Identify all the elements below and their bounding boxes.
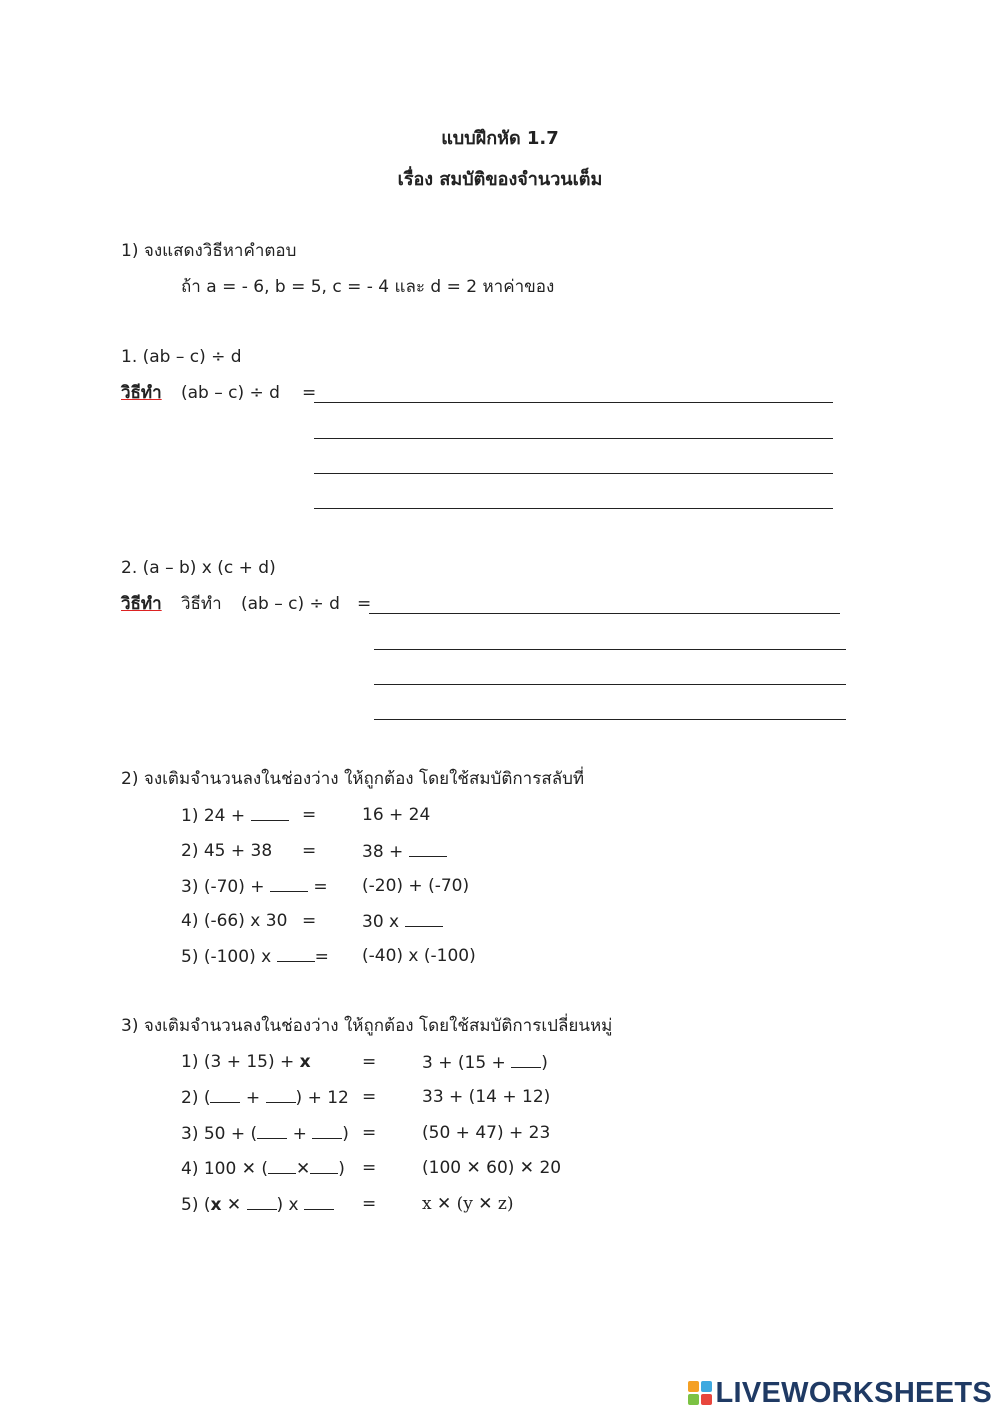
s2-item-1-eq: = — [302, 805, 317, 825]
s3-item-3-left: 3) 50 + ( + ) — [181, 1124, 349, 1144]
s2-item-3-blank[interactable] — [270, 875, 308, 892]
liveworksheets-logo-icon — [688, 1381, 712, 1405]
s3-item-5-blank-b[interactable] — [304, 1193, 334, 1210]
s2-item-3-left: 3) (-70) + = — [181, 877, 328, 897]
s3-item-4-right: (100 ✕ 60) ✕ 20 — [422, 1158, 562, 1178]
q2-answer-line-4[interactable] — [374, 719, 846, 720]
s2-item-4-blank[interactable] — [405, 910, 443, 927]
s3-item-1-blank[interactable] — [511, 1051, 541, 1068]
s2-item-3-right: (-20) + (-70) — [362, 876, 470, 896]
section1-given: ถ้า a = - 6, b = 5, c = - 4 และ d = 2 หาค่าของ — [181, 277, 555, 297]
s3-item-4-blank-a[interactable] — [268, 1157, 296, 1174]
s2-item-5-blank[interactable] — [277, 945, 315, 962]
worksheet-subtitle: เรื่อง สมบัติของจำนวนเต็ม — [397, 169, 603, 190]
s3-item-3-blank-a[interactable] — [257, 1122, 287, 1139]
q1-label: 1. (ab – c) ÷ d — [121, 347, 242, 367]
q1-answer-line-4[interactable] — [314, 508, 833, 509]
s3-item-2-blank-b[interactable] — [266, 1086, 296, 1103]
s3-item-5-blank-a[interactable] — [247, 1193, 277, 1210]
s2-item-2-left: 2) 45 + 38 — [181, 841, 273, 861]
section2-heading: 2) จงเติมจำนวนลงในช่องว่าง ให้ถูกต้อง โดยใช้สมบัติการสลับที่ — [121, 769, 585, 789]
liveworksheets-logo — [688, 1376, 993, 1409]
s2-item-4-left: 4) (-66) x 30 — [181, 911, 288, 931]
s3-item-1-left: 1) (3 + 15) + x — [181, 1052, 311, 1072]
s3-item-2-eq: = — [362, 1087, 377, 1107]
s2-item-5-left: 5) (-100) x = — [181, 947, 329, 967]
section3-heading: 3) จงเติมจำนวนลงในช่องว่าง ให้ถูกต้อง โดยใช้สมบัติการเปลี่ยนหมู่ — [121, 1016, 613, 1036]
q1-method-label: วิธีทำ — [121, 383, 162, 403]
q1-equals: = — [302, 383, 317, 403]
q1-answer-line-1[interactable] — [314, 402, 833, 403]
section1-heading: 1) จงแสดงวิธีหาคำตอบ — [121, 241, 297, 261]
s2-item-1-right: 16 + 24 — [362, 805, 431, 825]
s2-item-1-blank[interactable] — [251, 804, 289, 821]
q1-answer-line-3[interactable] — [314, 473, 833, 474]
q1-answer-line-2[interactable] — [314, 438, 833, 439]
s3-item-1-right: 3 + (15 + ) — [422, 1053, 548, 1073]
s3-item-2-left: 2) ( + ) + 12 — [181, 1088, 349, 1108]
q2-method-prefix: วิธีทำ — [181, 594, 222, 614]
s3-item-5-left: 5) (x ✕ ) x — [181, 1193, 334, 1216]
s2-item-4-right: 30 x — [362, 910, 443, 933]
q2-method-expr: (ab – c) ÷ d — [241, 594, 340, 614]
s3-item-4-blank-b[interactable] — [310, 1157, 338, 1174]
s3-item-3-eq: = — [362, 1123, 377, 1143]
s2-item-2-eq: = — [302, 841, 317, 861]
s2-item-4-eq: = — [302, 911, 317, 931]
s3-item-1-eq: = — [362, 1052, 377, 1072]
s2-item-2-right: 38 + — [362, 840, 447, 863]
q2-label: 2. (a – b) x (c + d) — [121, 558, 276, 578]
s3-item-3-right: (50 + 47) + 23 — [422, 1123, 551, 1143]
s3-item-4-left: 4) 100 ✕ ( ✕ ) — [181, 1159, 345, 1179]
liveworksheets-logo-text: LIVEWORKSHEETS — [715, 1376, 992, 1409]
worksheet-title: แบบฝึกหัด 1.7 — [441, 128, 559, 149]
q2-answer-line-2[interactable] — [374, 649, 846, 650]
s3-item-1-var: x — [299, 1052, 311, 1072]
s3-item-5-var: x — [210, 1195, 222, 1215]
s2-item-5-right: (-40) x (-100) — [362, 946, 476, 966]
s3-item-4-eq: = — [362, 1158, 377, 1178]
s2-item-2-blank[interactable] — [409, 840, 447, 857]
s3-item-2-right: 33 + (14 + 12) — [422, 1087, 551, 1107]
q1-method-expr: (ab – c) ÷ d — [181, 383, 280, 403]
s2-item-1-left: 1) 24 + — [181, 804, 289, 827]
s3-item-2-blank-a[interactable] — [210, 1086, 240, 1103]
q2-answer-line-3[interactable] — [374, 684, 846, 685]
q2-equals: = — [357, 594, 372, 614]
s3-item-3-blank-b[interactable] — [312, 1122, 342, 1139]
s3-item-5-eq: = — [362, 1194, 377, 1214]
q2-answer-line-1[interactable] — [369, 613, 840, 614]
q2-method-label: วิธีทำ — [121, 594, 162, 614]
s3-item-5-right: x ✕ (y ✕ z) — [422, 1194, 514, 1214]
